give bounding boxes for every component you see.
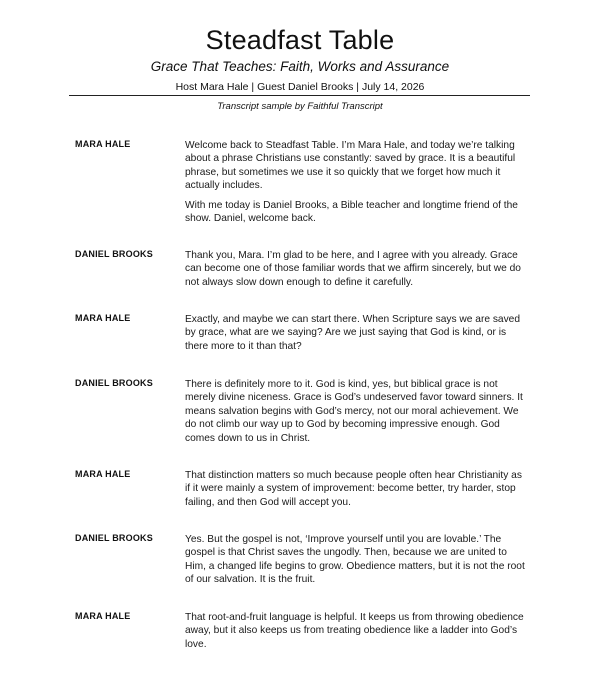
speech-paragraph: With me today is Daniel Brooks, a Bible teacher and longtime friend of the show. Daniel, welcome back. xyxy=(185,199,518,225)
speech-text xyxy=(185,313,525,359)
episode-meta: Host Mara Hale | Guest Daniel Brooks | July 14, 2026 xyxy=(175,81,425,93)
speech-text xyxy=(185,533,525,593)
speaker-name: MARA HALE xyxy=(75,313,131,323)
transcript-credit: Transcript sample by Faithful Transcript xyxy=(217,101,383,112)
speaker-name: MARA HALE xyxy=(75,139,131,149)
speech-paragraph: Thank you, Mara. I’m glad to be here, and I agree with you already. Grace can become one of those familiar words that we affirm sincerely, but we do not always slow down enough to define it carefully. xyxy=(185,250,521,288)
speech-text xyxy=(185,611,525,657)
speech-paragraph: Exactly, and maybe we can start there. When Scripture says we are saved by grace, what are we saying? Are we just saying that God is kind, or is there more to it than that? xyxy=(185,314,521,352)
speaker-name: DANIEL BROOKS xyxy=(75,533,153,543)
speech-paragraph: That root-and-fruit language is helpful. It keeps us from throwing obedience away, but it also keeps us from treating obedience like a ladder into God’s love. xyxy=(185,612,524,650)
speaker-name: MARA HALE xyxy=(75,469,131,479)
page-title: Steadfast Table xyxy=(205,25,395,55)
speech-paragraph: There is definitely more to it. God is kind, yes, but biblical grace is not merely divine niceness. Grace is God’s undeserved favor toward sinners. It means salvation begins with God’s mercy, not our moral achievement. We do not climb our way up to God by becoming impressive enough. God comes down to us in Christ. xyxy=(185,379,523,444)
speech-paragraph: Welcome back to Steadfast Table. I’m Mara Hale, and today we’re talking about a phrase Christians use constantly: saved by grace. It is a beautiful phrase, but sometimes we use it so quickly that we forget how much it actually includes. xyxy=(185,140,516,192)
speaker-name: MARA HALE xyxy=(75,611,131,621)
speech-paragraph: That distinction matters so much because people often hear Christianity as if it were mainly a system of improvement: become better, try harder, stop failing, and then God will accept you. xyxy=(185,470,522,508)
speaker-name: DANIEL BROOKS xyxy=(75,249,153,259)
speech-text xyxy=(185,249,525,295)
episode-subtitle: Grace That Teaches: Faith, Works and Assurance xyxy=(150,59,450,74)
speech-text xyxy=(185,378,525,451)
header-divider xyxy=(69,95,530,96)
speech-text xyxy=(185,139,525,231)
speaker-name: DANIEL BROOKS xyxy=(75,378,153,388)
speech-text xyxy=(185,469,525,515)
speech-paragraph: Yes. But the gospel is not, ‘Improve yourself until you are lovable.’ The gospel is that Christ saves the ungodly. Then, because we are united to Him, a changed life begins to grow. Obedience matters, but it is not the root of our salvation. It is the fruit. xyxy=(185,534,525,586)
